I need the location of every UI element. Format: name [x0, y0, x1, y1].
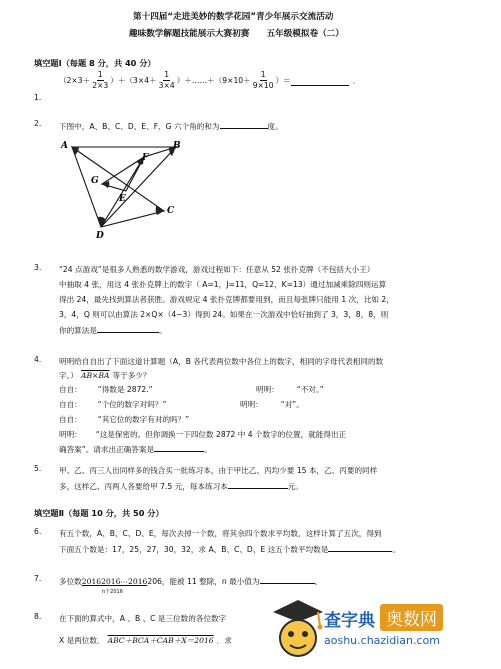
question-3-line: 3，4，Q 则可以由算法 2×Q×（4−3）得到 24。如果在一次游戏中恰好抽到了 3，3，8，8，则: [59, 310, 389, 319]
question-4-line: 字。） AB×BA 等于多少？: [59, 371, 151, 380]
watermark-brand: 查字典: [324, 611, 375, 631]
question-4-line: 明明给自自出了下面这道计算题（A，B 各代表两位数中各位上的数字，相同的字母代表相同的数: [59, 357, 384, 366]
question-number: 1.: [34, 93, 42, 102]
dialogue-line: 明明： “这是保密的。但你调换一下四位数 2872 中 4 个数字的位置，就能得出正: [59, 430, 347, 439]
mascot-icon: [268, 596, 326, 662]
question-8-line: 在下面的算式中，A 、B 、C 是三位数的各位数字: [59, 614, 227, 623]
question-5-line: 甲、乙、丙三人出同样多的钱合买一批练习本，由于甲比乙、丙均少要 15 本，乙、丙要的同样: [59, 466, 378, 475]
repeated-number: 20162016⋯2016: [81, 577, 148, 586]
page-subtitle: 趣味数学解题技能展示大赛初赛 五年级模拟卷（二）: [129, 29, 344, 39]
watermark: [268, 596, 498, 666]
answer-blank[interactable]: [154, 442, 204, 452]
question-1-expression: （2×3＋ $\frac{1}{2\times 3}$ ）＋（3×4＋ $\frac{1}{3\times 4}$ ）＋……＋（9×10＋ $\frac{1}{9\times 10}$ ）＝ ．: [59, 70, 361, 90]
expression-AB-BA: AB×BA: [80, 371, 110, 380]
dialogue-line: 确答案”。请求出正确答案是 。: [59, 442, 212, 456]
question-3-line: 得出 24，最先找到算法者获胜。游戏规定 4 张扑克牌都要用到，而且每张牌只能用 1 次，比如 2，: [59, 295, 394, 304]
question-number: 4.: [34, 355, 42, 364]
question-2-text: 下图中，A、B、C、D、E、F、G 六个角的和为 度。: [59, 119, 283, 132]
question-8-line: X 是两位数． ABC＋BCA＋CAB＋X＝2016 ．求: [59, 636, 232, 645]
fraction-3: $\frac{1}{9\times 10}$: [252, 70, 274, 90]
label-A: A: [61, 141, 68, 151]
fraction-1: $\frac{1}{2\times 3}$: [92, 70, 109, 90]
page-title: 第十四届“走进美妙的数学花园”青少年展示交流活动: [133, 12, 334, 22]
dialogue-line: 自自： “个位的数字对吗？”: [59, 400, 167, 409]
angle-mark-C: [156, 206, 164, 215]
triangle-ACD: [72, 147, 164, 227]
label-C: C: [167, 206, 175, 216]
question-number: 7.: [34, 574, 42, 583]
answer-blank[interactable]: [97, 323, 159, 333]
question-number: 3.: [34, 263, 42, 272]
question-5-line: 多，这样乙、丙两人各要给甲 7.5 元，每本练习本 元。: [59, 479, 303, 493]
question-number: 2.: [34, 119, 42, 128]
dialogue-line: 自自： “其它位的数字有对的吗？”: [59, 415, 190, 424]
answer-blank[interactable]: [228, 479, 288, 489]
equation-ABC: ABC＋BCA＋CAB＋X＝2016: [107, 636, 214, 645]
watermark-brand-2: 奥数网: [380, 604, 443, 631]
section-heading-1: 填空题Ⅰ（每题 8 分，共 40 分）: [34, 58, 156, 68]
question-6-line: 有五个数，A、B、C、D、E，每次去掉一个数，将其余四个数求平均数，这样计算了五次，得到: [59, 529, 382, 538]
question-3-line: 你的算法是 。: [59, 323, 167, 337]
underbrace-label: n个2016: [102, 589, 123, 595]
answer-blank[interactable]: [291, 75, 349, 86]
question-6-line: 下面五个数是：17，25，27，30，32，求 A、B、C、D、E 这五个数平均数是 。: [59, 542, 400, 556]
dialogue-reply: 明明： “不对。”: [256, 385, 324, 394]
angle-figure: [56, 137, 186, 239]
question-number: 8.: [34, 612, 42, 621]
dialogue-reply: 明明： “对”。: [240, 400, 304, 409]
dialogue-line: 自自： “得数是 2872.”: [59, 385, 153, 394]
question-3-line: “24 点游戏”是很多人熟悉的数学游戏，游戏过程如下：任意从 52 张扑克牌（不包括大小王）: [59, 265, 375, 274]
label-E: E: [119, 194, 126, 204]
label-F: F: [142, 153, 149, 163]
question-number: 5.: [34, 464, 42, 473]
section-heading-2: 填空题Ⅱ（每题 10 分，共 50 分）: [34, 508, 164, 518]
answer-blank[interactable]: [328, 542, 392, 552]
watermark-url: aoshu.chazidian.com: [324, 634, 440, 647]
question-number: 6.: [34, 527, 42, 536]
question-7-line: 多位数20162016⋯2016206，能被 11 整除，n 最小值为 。: [59, 574, 322, 588]
label-B: B: [173, 141, 181, 151]
label-D: D: [96, 231, 104, 239]
label-G: G: [91, 176, 99, 186]
answer-blank[interactable]: [260, 574, 315, 584]
answer-blank[interactable]: [220, 119, 268, 129]
question-3-line: 中抽取 4 张，用这 4 张扑克牌上的数字（ A=1，J=11，Q=12，K=13）通过加减乘除四则运算: [59, 280, 387, 289]
fraction-2: $\frac{1}{3\times 4}$: [158, 70, 175, 90]
